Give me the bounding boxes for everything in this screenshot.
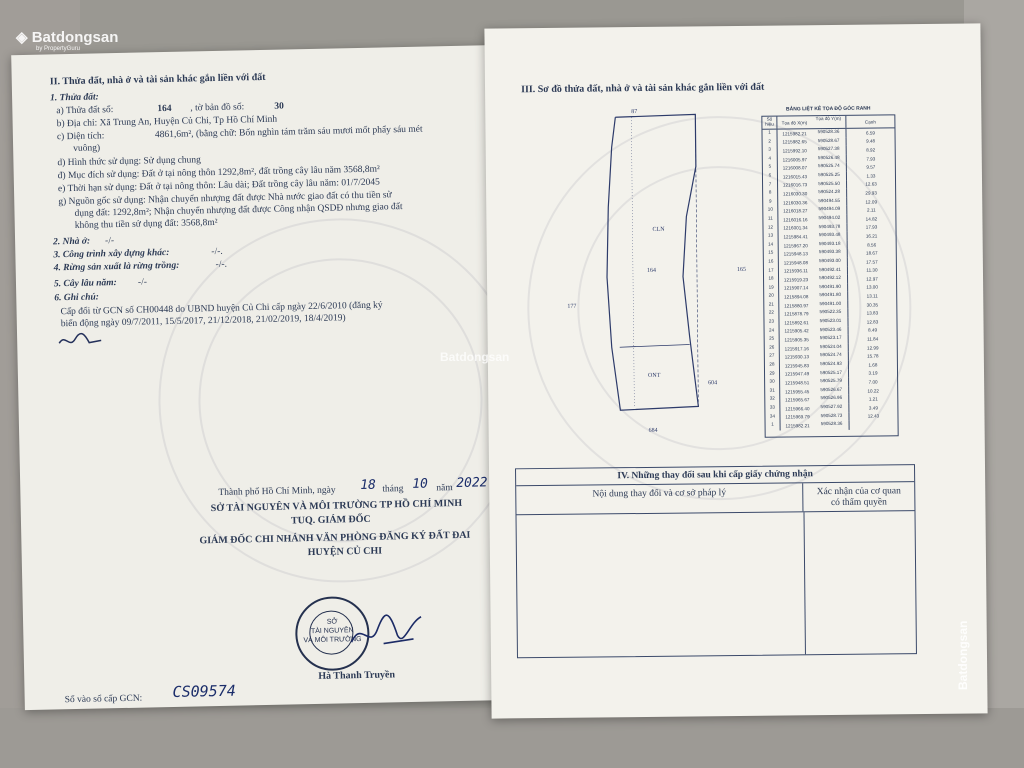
branch-name: HUYỆN CỦ CHI xyxy=(307,545,383,559)
issue-year: 2022 xyxy=(456,475,488,491)
table-row: 3 1215992.10 590527.38 8.92 xyxy=(763,146,895,156)
parcel-heading: 1. Thửa đất: xyxy=(50,92,99,104)
coordinate-table-header: Số hiệu Tọa độ X(m) Tọa độ Y(m) Cạnh xyxy=(762,115,894,129)
table-row: 29 1215947.49 590525.17 3.19 xyxy=(765,369,897,379)
table-row: 34 1215969.79 590528.73 12.43 xyxy=(765,412,897,422)
authorization-line: TUQ. GIÁM ĐỐC xyxy=(290,513,371,527)
svg-text:604: 604 xyxy=(708,380,718,387)
table-row: 22 1215878.79 590522.35 13.83 xyxy=(764,309,896,319)
house-heading: 2. Nhà ở: xyxy=(53,236,91,248)
coordinate-table-body xyxy=(762,128,897,430)
table-row: 1 1215982.21 590528.36 6.59 xyxy=(762,128,894,138)
table-row: 20 1215894.08 590491.80 13.11 xyxy=(764,292,896,302)
registration-number: CS09574 xyxy=(172,681,236,701)
section-iv-title: IV. Những thay đổi sau khi cấp giấy chứng nhận xyxy=(516,465,914,486)
forest-value: -/-. xyxy=(215,259,228,270)
watermark-logo-center: Batdongsan xyxy=(440,350,510,364)
svg-text:177: 177 xyxy=(567,303,577,310)
table-row: 6 1216015.43 590525.25 1.33 xyxy=(763,171,895,181)
table-row: 27 1215930.13 590524.74 15.78 xyxy=(765,352,897,362)
table-row: 9 1216030.36 590494.55 12.09 xyxy=(763,197,895,207)
coordinate-table xyxy=(761,105,898,437)
perennial-heading: 5. Cây lâu năm: xyxy=(53,278,117,290)
certificate-left-page xyxy=(11,45,517,710)
house-value: -/- xyxy=(105,236,115,247)
table-row: 30 1215948.51 590525.79 7.00 xyxy=(765,378,897,388)
table-row: 32 1215965.67 590526.96 1.21 xyxy=(765,395,897,405)
watermark-logo-top: ◈ Batdongsan by PropertyGuru xyxy=(16,29,119,52)
table-row: 13 1215984.41 590493.48 16.21 xyxy=(764,231,896,241)
table-row: 15 1215948.13 590493.38 18.67 xyxy=(764,249,896,259)
section-iii-title: III. Sơ đồ thửa đất, nhà ở và tài sản khác gắn liền với đất xyxy=(520,81,765,96)
parcel-number-label: a) Thửa đất số: xyxy=(56,105,114,117)
table-row: 19 1215907.14 590491.90 13.00 xyxy=(764,283,896,293)
area-value: 4861,6m², (bằng chữ: Bốn nghìn tám trăm sáu mươi mốt phẩy sáu mét xyxy=(154,124,423,141)
usage-form: d) Hình thức sử dụng: Sử dụng chung xyxy=(57,155,201,169)
issue-month: 10 xyxy=(412,476,429,492)
changes-table xyxy=(515,464,917,658)
svg-text:CLN: CLN xyxy=(652,226,665,233)
director-signature xyxy=(343,599,434,661)
svg-text:ONT: ONT xyxy=(648,372,661,379)
usage-purpose: đ) Mục đích sử dụng: Đất ở tại nông thôn 1292,8m², đất trồng cây lâu năm 3568,8m² xyxy=(57,164,380,182)
registration-label: Số vào sổ cấp GCN: xyxy=(64,693,143,706)
table-row: 5 1216008.07 590525.74 9.57 xyxy=(763,163,895,173)
area-label: c) Diện tích: xyxy=(56,131,105,143)
note-line-1: Cấp đổi từ GCN số CH00448 do UBND huyện Củ Chi cấp ngày 22/6/2010 (đăng ký xyxy=(60,300,383,318)
parcel-map xyxy=(545,105,788,437)
table-row: 18 1215919.23 590492.12 12.97 xyxy=(764,274,896,284)
changes-confirmation-header: Xác nhận của cơ quan có thẩm quyền xyxy=(816,486,901,509)
table-row: 31 1215955.45 590526.67 10.22 xyxy=(765,386,897,396)
table-row: 11 1216016.16 590494.02 14.82 xyxy=(763,214,895,224)
table-row: 24 1215905.42 590523.46 8.49 xyxy=(765,326,897,336)
svg-text:164: 164 xyxy=(646,267,656,274)
forest-heading: 4. Rừng sản xuất là rừng trồng: xyxy=(53,260,180,274)
batdongsan-icon: ◈ xyxy=(16,29,28,46)
svg-text:684: 684 xyxy=(648,427,658,434)
table-row: 7 1216016.73 590525.50 12.63 xyxy=(763,180,895,190)
official-red-seal: SỞ TÀI NGUYÊN VÀ MÔI TRƯỜNG xyxy=(295,596,371,672)
usage-origin-3: không thu tiền sử dụng đất: 3568,8m² xyxy=(74,217,218,231)
watermark-logo-corner: Batdongsan xyxy=(956,620,970,690)
changes-content-header: Nội dung thay đổi và cơ sở pháp lý xyxy=(516,483,803,514)
svg-text:165: 165 xyxy=(736,266,746,273)
table-row: 26 1215917.16 590524.04 12.99 xyxy=(765,343,897,353)
table-row: 12 1216001.34 590493.78 17.93 xyxy=(763,223,895,233)
other-works-value: -/-. xyxy=(211,246,223,258)
certificate-right-page xyxy=(484,23,987,718)
map-sheet-label: , tờ bản đồ số: xyxy=(190,102,245,114)
usage-term: e) Thời hạn sử dụng: Đất ở tại nông thôn: Lâu dài; Đất trồng cây lâu năm: 01/7/2045 xyxy=(57,177,380,195)
table-row: 4 1216005.97 590526.48 7.93 xyxy=(763,154,895,164)
issue-day: 18 xyxy=(360,477,377,494)
map-sheet-number: 30 xyxy=(274,101,284,112)
issuing-department: SỞ TÀI NGUYÊN VÀ MÔI TRƯỜNG TP HỒ CHÍ MINH xyxy=(210,497,463,515)
parcel-number: 164 xyxy=(157,103,172,115)
table-row: 23 1215892.61 590523.01 12.83 xyxy=(764,317,896,327)
coordinate-table-title: BẢNG LIỆT KÊ TỌA ĐỘ GÓC RANH xyxy=(785,105,871,113)
signer-name: Hà Thanh Truyền xyxy=(318,669,396,682)
issue-month-label: tháng xyxy=(382,484,404,495)
table-row: 10 1216018.27 590494.09 2.11 xyxy=(763,206,895,216)
signer-title: GIÁM ĐỐC CHI NHÁNH VĂN PHÒNG ĐĂNG KÝ ĐẤT ĐAI xyxy=(199,529,471,547)
table-row: 1 1215982.21 590528.36 xyxy=(766,420,898,430)
area-value-cont: vuông) xyxy=(73,143,101,154)
note-line-2: biến động ngày 09/7/2011, 15/5/2017, 21/12/2018, 21/02/2019, 18/4/2019) xyxy=(60,313,346,330)
notes-heading: 6. Ghi chú: xyxy=(54,292,100,304)
perennial-value: -/- xyxy=(137,277,148,288)
table-row: 14 1215967.20 590493.18 8.56 xyxy=(764,240,896,250)
issue-year-label: năm xyxy=(436,483,453,494)
address-line: b) Địa chỉ: Xã Trung An, Huyện Củ Chi, Tp Hồ Chí Minh xyxy=(56,114,278,130)
issue-date-label: Thành phố Hồ Chí Minh, ngày xyxy=(218,485,336,498)
other-works-heading: 3. Công trình xây dựng khác: xyxy=(53,247,170,261)
table-row: 2 1215982.65 590528.67 9.48 xyxy=(763,137,895,147)
usage-origin-2: dụng đất: 1292,8m²; Nhận chuyển nhượng đất được Công nhận QSDĐ nhưng giao đất xyxy=(74,202,403,219)
table-row: 21 1215880.97 590491.00 30.35 xyxy=(764,300,896,310)
section-ii-title: II. Thửa đất, nhà ở và tài sản khác gắn liền với đất xyxy=(49,71,266,88)
table-row: 33 1215966.40 590527.92 3.49 xyxy=(765,403,897,413)
table-row: 16 1215948.08 590493.00 17.57 xyxy=(764,257,896,267)
svg-text:87: 87 xyxy=(631,109,638,116)
table-row: 28 1215945.83 590524.93 1.68 xyxy=(765,360,897,370)
table-row: 25 1215905.35 590523.17 11.84 xyxy=(765,335,897,345)
table-row: 8 1216030.30 590524.28 29.93 xyxy=(763,188,895,198)
usage-origin-1: g) Nguồn gốc sử dụng: Nhận chuyển nhượng đất được Nhà nước giao đất có thu tiền sử xyxy=(58,190,392,208)
initial-signature xyxy=(55,328,105,351)
table-row: 17 1215936.11 590492.41 11.30 xyxy=(764,266,896,276)
